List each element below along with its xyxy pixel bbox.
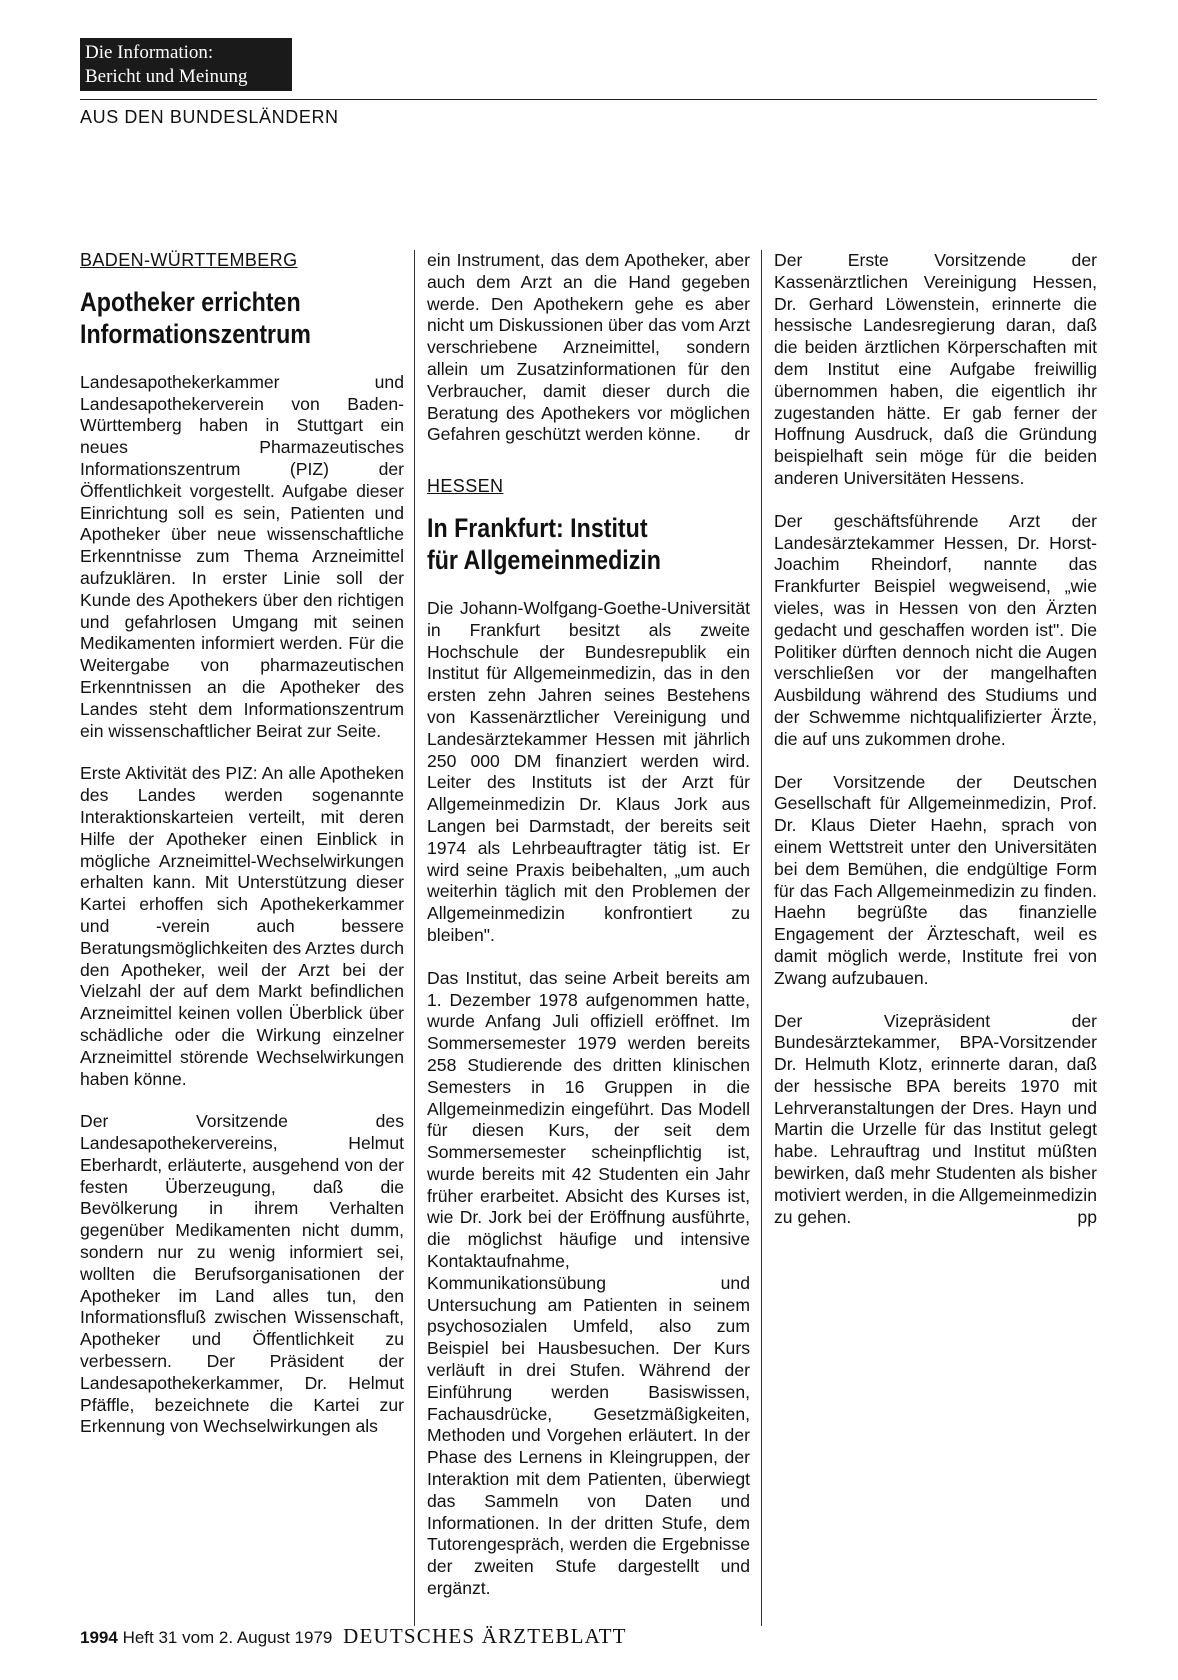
article-1-headline: Apotheker errichten Informationszentrum <box>80 286 311 349</box>
article-1-paragraph-3: Der Vorsitzende des Landesapothekervereins, Helmut Eberhardt, erläuterte, ausgehend von der festen Überzeugung, daß die Bevölkerung in ihrem Verhalten gegenüber Medikamenten nicht dumm, sondern nur zu wenig informiert sei, wollten die Berufsorganisationen der Apotheker im Land alles tun, den Informationsfluß zwischen Wissenschaft, Apotheker und Öffentlichkeit zu verbessern. Der Präsident der Landesapothekerkammer, Dr. Helmut Pfäffle, bezeichnete die Kartei zur Erkennung von Wechselwirkungen als <box>80 1111 404 1437</box>
column-2 <box>427 250 750 1600</box>
rubric-line-1: Die Information: <box>85 42 214 63</box>
page-footer <box>80 1624 627 1649</box>
article-1-paragraph-4 <box>427 250 750 446</box>
article-2-paragraph-2: Das Institut, das seine Arbeit bereits am 1. Dezember 1978 aufgenommen hatte, wurde Anfang Juli offiziell eröffnet. Im Sommersemester 1979 werden bereits 258 Studierende des dritten klinischen Semesters in 16 Gruppen in die Allgemeinmedizin eingeführt. Das Modell für diesen Kurs, der seit dem Sommersemester scheinpflichtig ist, wurde bereits mit 42 Studenten ein Jahr früher erarbeitet. Absicht des Kurses ist, wie Dr. Jork bei der Eröffnung ausführte, die möglichst häufige und intensive Kontaktaufnahme, Kommunikationsübung und Untersuchung am Patienten in seinem psychosozialen Umfeld, also zum Beispiel bei Hausbesuchen. Der Kurs verläuft in drei Stufen. Während der Einführung werden Basiswissen, Fachausdrücke, Gesetzmäßigkeiten, Methoden und Vorgehen erläutert. In der Phase des Lernens in Kleingruppen, der Interaktion mit dem Patienten, überwiegt das Sammeln von Daten und Informationen. In der dritten Stufe, dem Tutorengespräch, werden die Ergebnisse der zweiten Stufe dargestellt und ergänzt. <box>427 967 750 1599</box>
column-divider-2 <box>761 250 762 1626</box>
column-divider-1 <box>414 250 415 1626</box>
article-2-headline: In Frankfurt: Institut für Allgemeinmedizin <box>427 512 661 575</box>
article-2-paragraph-5: Der Vorsitzende der Deutschen Gesellschaft für Allgemeinmedizin, Prof. Dr. Klaus Dieter Haehn, sprach von einem Wettstreit unter den Universitäten bei dem Bemühen, die endgültige Form für das Fach Allgemeinmedizin zu finden. Haehn begrüßte das finanzielle Engagement der Ärzteschaft, weil es damit möglich werde, Institute frei von Zwang aufzubauen. <box>774 771 1097 988</box>
article-1-paragraph-2: Erste Aktivität des PIZ: An alle Apotheken des Landes werden sogenannte Interaktionskarteien verteilt, mit deren Hilfe der Apotheker einen Einblick in mögliche Arzneimittel-Wechselwirkungen erhalten kann. Mit Unterstützung dieser Kartei erhoffen sich Apothekerkammer und -verein auch bessere Beratungsmöglichkeiten des Arztes durch den Apotheker, weil der Arzt bei der Vielzahl der auf dem Markt befindlichen Arzneimittel keinen vollen Überblick über schädliche oder die Wirkung einzelner Arzneimittel störende Wechselwirkungen haben könne. <box>80 763 404 1089</box>
region-label-hessen: HESSEN <box>427 476 504 497</box>
page-number: 1994 <box>80 1628 118 1647</box>
article-2-signature: pp <box>1077 1206 1097 1227</box>
rubric-box <box>80 38 292 91</box>
region-label-baden-wuerttemberg: BADEN-WÜRTTEMBERG <box>80 250 298 270</box>
issue-info: Heft 31 vom 2. August 1979 <box>122 1628 333 1647</box>
article-2-paragraph-1: Die Johann-Wolfgang-Goethe-Universität in Frankfurt besitzt als zweite Hochschule der Bundesrepublik ein Institut für Allgemeinmedizin, das in den ersten zehn Jahren seines Bestehens von Kassenärztlicher Vereinigung und Landesärztekammer Hessen mit jährlich 250 000 DM finanziert werden wird. Leiter des Instituts ist der Arzt für Allgemeinmedizin Dr. Klaus Jork aus Langen bei Darmstadt, der bereits seit 1974 als Lehrbeauftragter tätig ist. Er wird seine Praxis beibehalten, „um auch weiterhin täglich mit den Problemen der Allgemeinmedizin konfrontiert zu bleiben". <box>427 597 750 945</box>
top-rule <box>80 99 1097 100</box>
article-2-paragraph-4: Der geschäftsführende Arzt der Landesärztekammer Hessen, Dr. Horst-Joachim Rheindorf, nannte das Frankfurter Beispiel wegweisend, „wie vieles, was in Hessen von den Ärzten gedacht und geschaffen worden ist". Die Politiker dürften dennoch nicht die Augen verschließen vor der mangelhaften Ausbildung während des Studiums und der Schwemme nichtqualifizierter Ärzte, die auf uns zukommen drohe. <box>774 510 1097 749</box>
article-1-paragraph-1: Landesapothekerkammer und Landesapothekerverein von Baden-Württemberg haben in Stuttgart ein neues Pharmazeutisches Informationszentrum (PIZ) der Öffentlichkeit vorgestellt. Aufgabe dieser Einrichtung soll es sein, Patienten und Apotheker über neue wissenschaftliche Erkenntnisse zum Thema Arzneimittel aufzuklären. In erster Linie soll der Kunde des Apothekers über den richtigen und gefahrlosen Umgang mit seinen Medikamenten informiert werden. Für die Weitergabe von pharmazeutischen Erkenntnissen an die Apotheker des Landes steht dem Informationszentrum ein wissenschaftlicher Beirat zur Seite. <box>80 371 404 741</box>
article-2-paragraph-3: Der Erste Vorsitzende der Kassenärztlichen Vereinigung Hessen, Dr. Gerhard Löwenstein, erinnerte die hessische Landesregierung daran, daß die beiden ärztlichen Körperschaften mit dem Institut eine Aufgabe freiwillig übernommen haben, die eigentlich ihr zugestanden hätte. Er gab ferner der Hoffnung Ausdruck, daß die Gründung beispielhaft sein möge für die beiden anderen Universitäten Hessens. <box>774 250 1097 488</box>
column-1 <box>80 250 404 1459</box>
article-1-paragraph-4-text: ein Instrument, das dem Apotheker, aber auch dem Arzt an die Hand gegeben werde. Den Apothekern gehe es aber nicht um Diskussionen über das vom Arzt verschriebene Arzneimittel, sondern allein um Zusatzinformationen für den Verbraucher, damit dieser durch die Beratung des Apothekers vor möglichen Gefahren geschützt werden könne. <box>427 250 750 445</box>
section-label: AUS DEN BUNDESLÄNDERN <box>80 107 339 127</box>
article-1-signature: dr <box>734 424 750 445</box>
rubric-line-2: Bericht und Meinung <box>85 66 248 87</box>
column-3 <box>774 250 1097 1249</box>
article-2-paragraph-6 <box>774 1011 1097 1229</box>
article-2-paragraph-6-text: Der Vizepräsident der Bundesärztekammer, BPA-Vorsitzender Dr. Helmuth Klotz, erinnerte daran, daß der hessische BPA bereits 1970 mit Lehrveranstaltungen der Dres. Hayn und Martin die Urzelle für das Institut gelegt habe. Lehrauftrag und Institut müßten bewirken, daß mehr Studenten als bisher motiviert werden, in die Allgemeinmedizin zu gehen. <box>774 1010 1097 1227</box>
journal-title: DEUTSCHES ÄRZTEBLATT <box>343 1624 627 1648</box>
